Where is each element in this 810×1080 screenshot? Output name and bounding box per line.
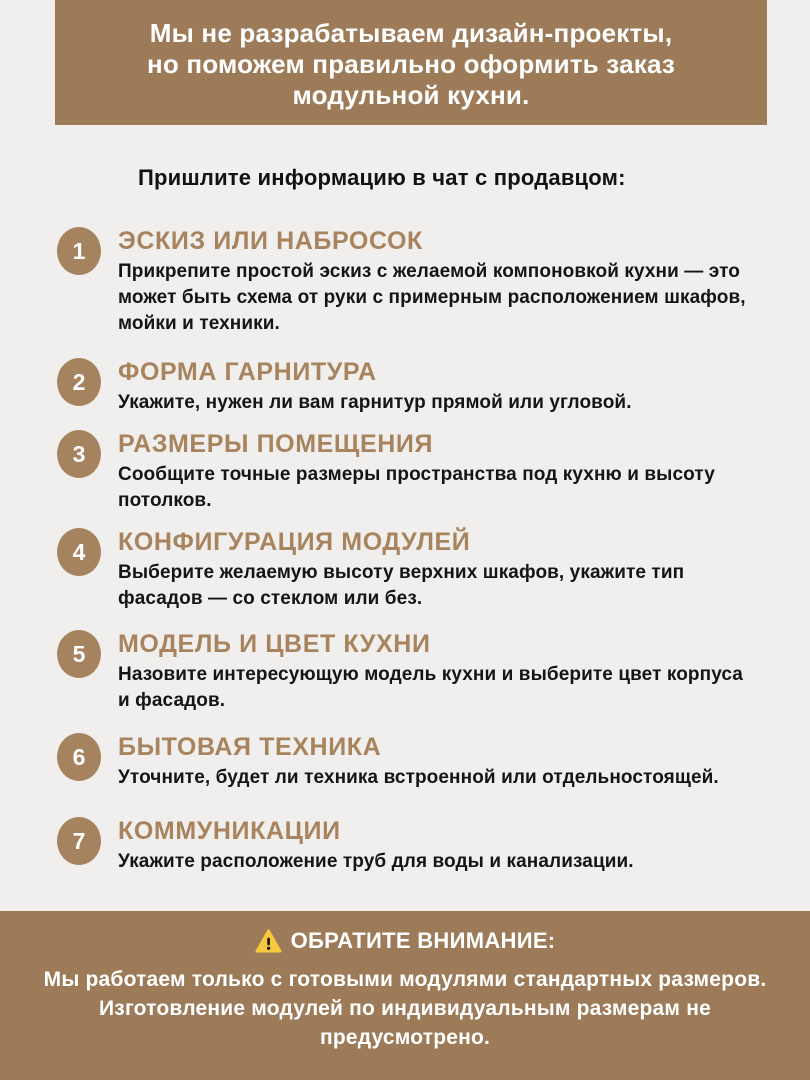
notice-text-line: Изготовление модулей по индивидуальным размерам не предусмотрено. <box>99 996 711 1049</box>
step-item-4 <box>0 527 810 612</box>
notice-body <box>41 965 769 1052</box>
step-description: Укажите расположение труб для воды и канализации. <box>118 851 634 872</box>
step-title: РАЗМЕРЫ ПОМЕЩЕНИЯ <box>118 430 434 458</box>
step-title: КОММУНИКАЦИИ <box>118 817 341 845</box>
step-title: ФОРМА ГАРНИТУРА <box>118 358 377 386</box>
notice-title: ОБРАТИТЕ ВНИМАНИЕ: <box>290 928 556 953</box>
step-item-5 <box>0 629 810 714</box>
step-description: Уточните, будет ли техника встроенной или отдельностоящей. <box>118 767 719 788</box>
step-title: ЭСКИЗ ИЛИ НАБРОСОК <box>118 227 423 255</box>
step-content <box>118 732 763 791</box>
intro-text: Пришлите информацию в чат с продавцом: <box>138 165 626 190</box>
step-item-2 <box>0 357 810 416</box>
header-banner <box>55 0 767 125</box>
step-description: Укажите, нужен ли вам гарнитур прямой или угловой. <box>118 392 632 413</box>
step-content <box>118 816 763 875</box>
step-description: Назовите интересующую модель кухни и выберите цвет корпуса и фасадов. <box>118 664 743 711</box>
step-number-badge: 4 <box>57 528 101 576</box>
warning-triangle-icon <box>255 929 282 954</box>
step-description: Сообщите точные размеры пространства под кухню и высоту потолков. <box>118 464 715 511</box>
notice-title-row <box>255 928 556 954</box>
step-number-badge: 3 <box>57 430 101 478</box>
step-number-badge: 6 <box>57 733 101 781</box>
step-item-6 <box>0 732 810 791</box>
step-item-1 <box>0 226 810 337</box>
step-content <box>118 226 763 337</box>
step-content <box>118 527 763 612</box>
step-number-badge: 7 <box>57 817 101 865</box>
header-line: но поможем правильно оформить заказ <box>146 49 676 79</box>
step-description: Выберите желаемую высоту верхних шкафов, укажите тип фасадов — со стеклом или без. <box>118 562 685 609</box>
step-content <box>118 629 763 714</box>
step-content <box>118 357 763 416</box>
step-title: КОНФИГУРАЦИЯ МОДУЛЕЙ <box>118 528 471 556</box>
notice-text-line: Мы работаем только с готовыми модулями стандартных размеров. <box>43 967 767 991</box>
step-number-badge: 2 <box>57 358 101 406</box>
step-number-badge: 5 <box>57 630 101 678</box>
step-number-badge: 1 <box>57 227 101 275</box>
step-description: Прикрепите простой эскиз с желаемой компоновкой кухни — это может быть схема от руки с примерным расположением шкафов, мойки и техники. <box>118 261 746 334</box>
header-line: Мы не разрабатываем дизайн-проекты, <box>149 18 673 48</box>
notice-panel <box>0 911 810 1080</box>
header-line: модульной кухни. <box>292 80 530 110</box>
step-title: МОДЕЛЬ И ЦВЕТ КУХНИ <box>118 630 431 658</box>
step-item-3 <box>0 429 810 514</box>
step-item-7 <box>0 816 810 875</box>
step-title: БЫТОВАЯ ТЕХНИКА <box>118 733 382 761</box>
step-content <box>118 429 763 514</box>
